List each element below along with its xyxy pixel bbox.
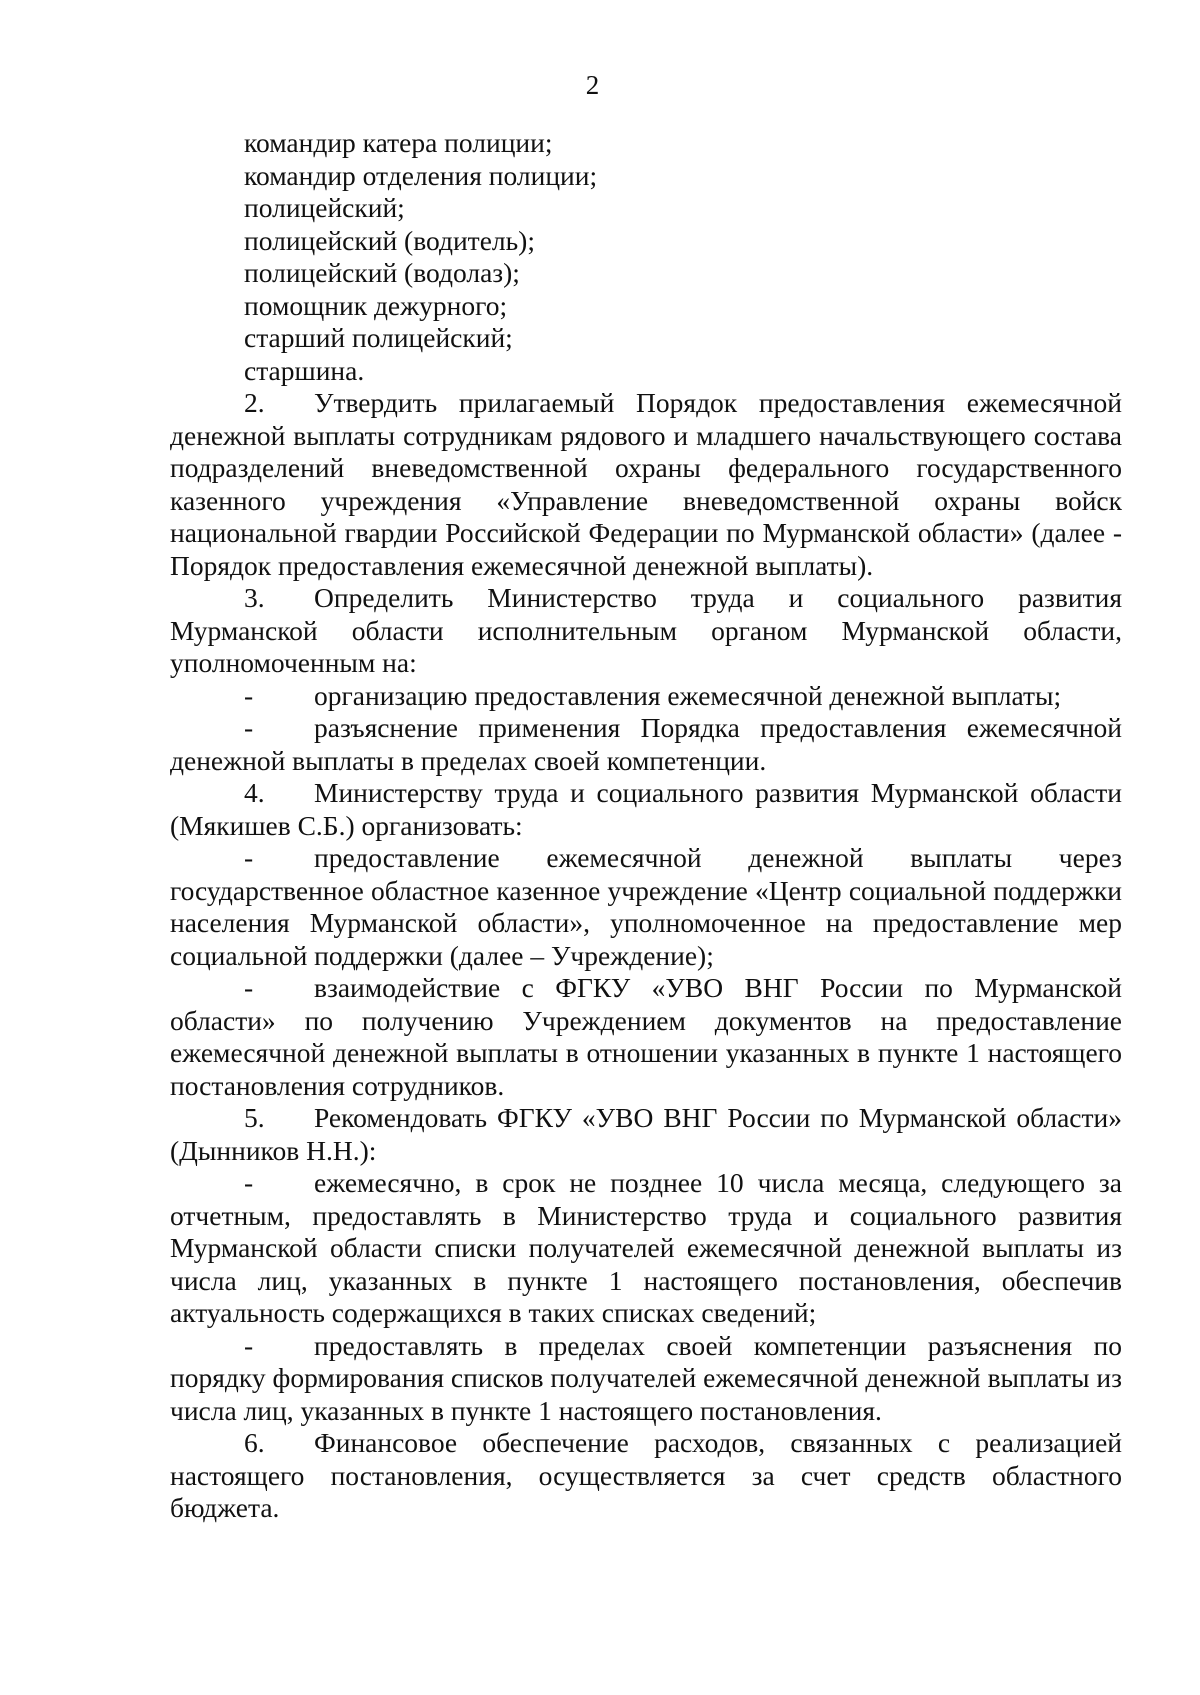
bullet-paragraph [170,842,1122,972]
item-number: 2. [244,387,265,418]
paragraph-text: предоставление ежемесячной денежной выплаты через государственное областное казенное учреждение «Центр социальной поддержки населения Мурманской области», уполномоченное на предоставление мер социальной поддержки (далее – Учреждение); [170,842,1122,971]
paragraph-text: ежемесячно, в срок не позднее 10 числа месяца, следующего за отчетным, предоставлять в Министерство труда и социального развития Мурманской области списки получателей ежемесячной денежной выплаты из числа лиц, указанных в пункте 1 настоящего постановления, обеспечив актуальность содержащихся в таких списках сведений; [170,1167,1122,1328]
dash-marker: - [244,972,254,1003]
bullet-paragraph [170,972,1122,1102]
document-body [170,127,1122,1525]
item-number: 5. [244,1102,265,1133]
position-list-item: полицейский (водолаз); [244,257,520,288]
dash-marker: - [244,1167,254,1198]
position-list-item: полицейский; [244,192,405,223]
paragraph-4 [170,777,1122,842]
paragraph-text: Министерству труда и социального развития Мурманской области (Мякишев С.Б.) организовать: [170,777,1122,841]
paragraph-text: организацию предоставления ежемесячной денежной выплаты; [314,679,1062,711]
position-list-item: помощник дежурного; [244,289,508,321]
paragraph-3 [170,582,1122,680]
paragraph-text: Рекомендовать ФГКУ «УВО ВНГ России по Мурманской области» (Дынников Н.Н.): [170,1102,1122,1166]
bullet-paragraph [170,1167,1122,1330]
paragraph-text: разъяснение применения Порядка предоставления ежемесячной денежной выплаты в пределах своей компетенции. [170,712,1122,776]
position-list-item: командир отделения полиции; [244,159,598,191]
paragraph-2 [170,387,1122,582]
dash-marker: - [244,712,254,743]
bullet-paragraph [170,680,1122,713]
bullet-paragraph [170,1330,1122,1428]
dash-marker: - [244,1329,254,1361]
page-number: 2 [585,70,600,100]
paragraph-text: предоставлять в пределах своей компетенции разъяснения по порядку формирования списков получателей ежемесячной денежной выплаты из числа лиц, указанных в пункте 1 настоящего постановления. [170,1329,1122,1426]
bullet-paragraph [170,712,1122,777]
dash-marker: - [244,679,254,711]
paragraph-text: Определить Министерство труда и социального развития Мурманской области исполнительным органом Мурманской области, уполномоченным на: [170,582,1122,678]
paragraph-5 [170,1102,1122,1167]
item-number: 3. [244,582,265,613]
paragraph-text: Финансовое обеспечение расходов, связанных с реализацией настоящего постановления, осуществляется за счет средств областного бюджета. [170,1427,1122,1523]
position-list-item: старший полицейский; [244,322,513,353]
item-number: 6. [244,1427,265,1458]
dash-marker: - [244,842,254,873]
item-number: 4. [244,777,265,808]
paragraph-text: взаимодействие с ФГКУ «УВО ВНГ России по Мурманской области» по получению Учреждением документов на предоставление ежемесячной денежной выплаты в отношении указанных в пункте 1 настоящего постановления сотрудников. [170,972,1122,1101]
paragraph-6 [170,1427,1122,1525]
position-list-item: командир катера полиции; [244,127,553,158]
paragraph-text: Утвердить прилагаемый Порядок предоставления ежемесячной денежной выплаты сотрудникам рядового и младшего начальствующего состава подразделений вневедомственной охраны федерального государственного казенного учреждения «Управление вневедомственной охраны войск национальной гвардии Российской Федерации по Мурманской области» (далее - Порядок предоставления ежемесячной денежной выплаты). [170,387,1122,581]
position-list-item: полицейский (водитель); [244,224,535,256]
position-list-item: старшина. [244,354,365,386]
